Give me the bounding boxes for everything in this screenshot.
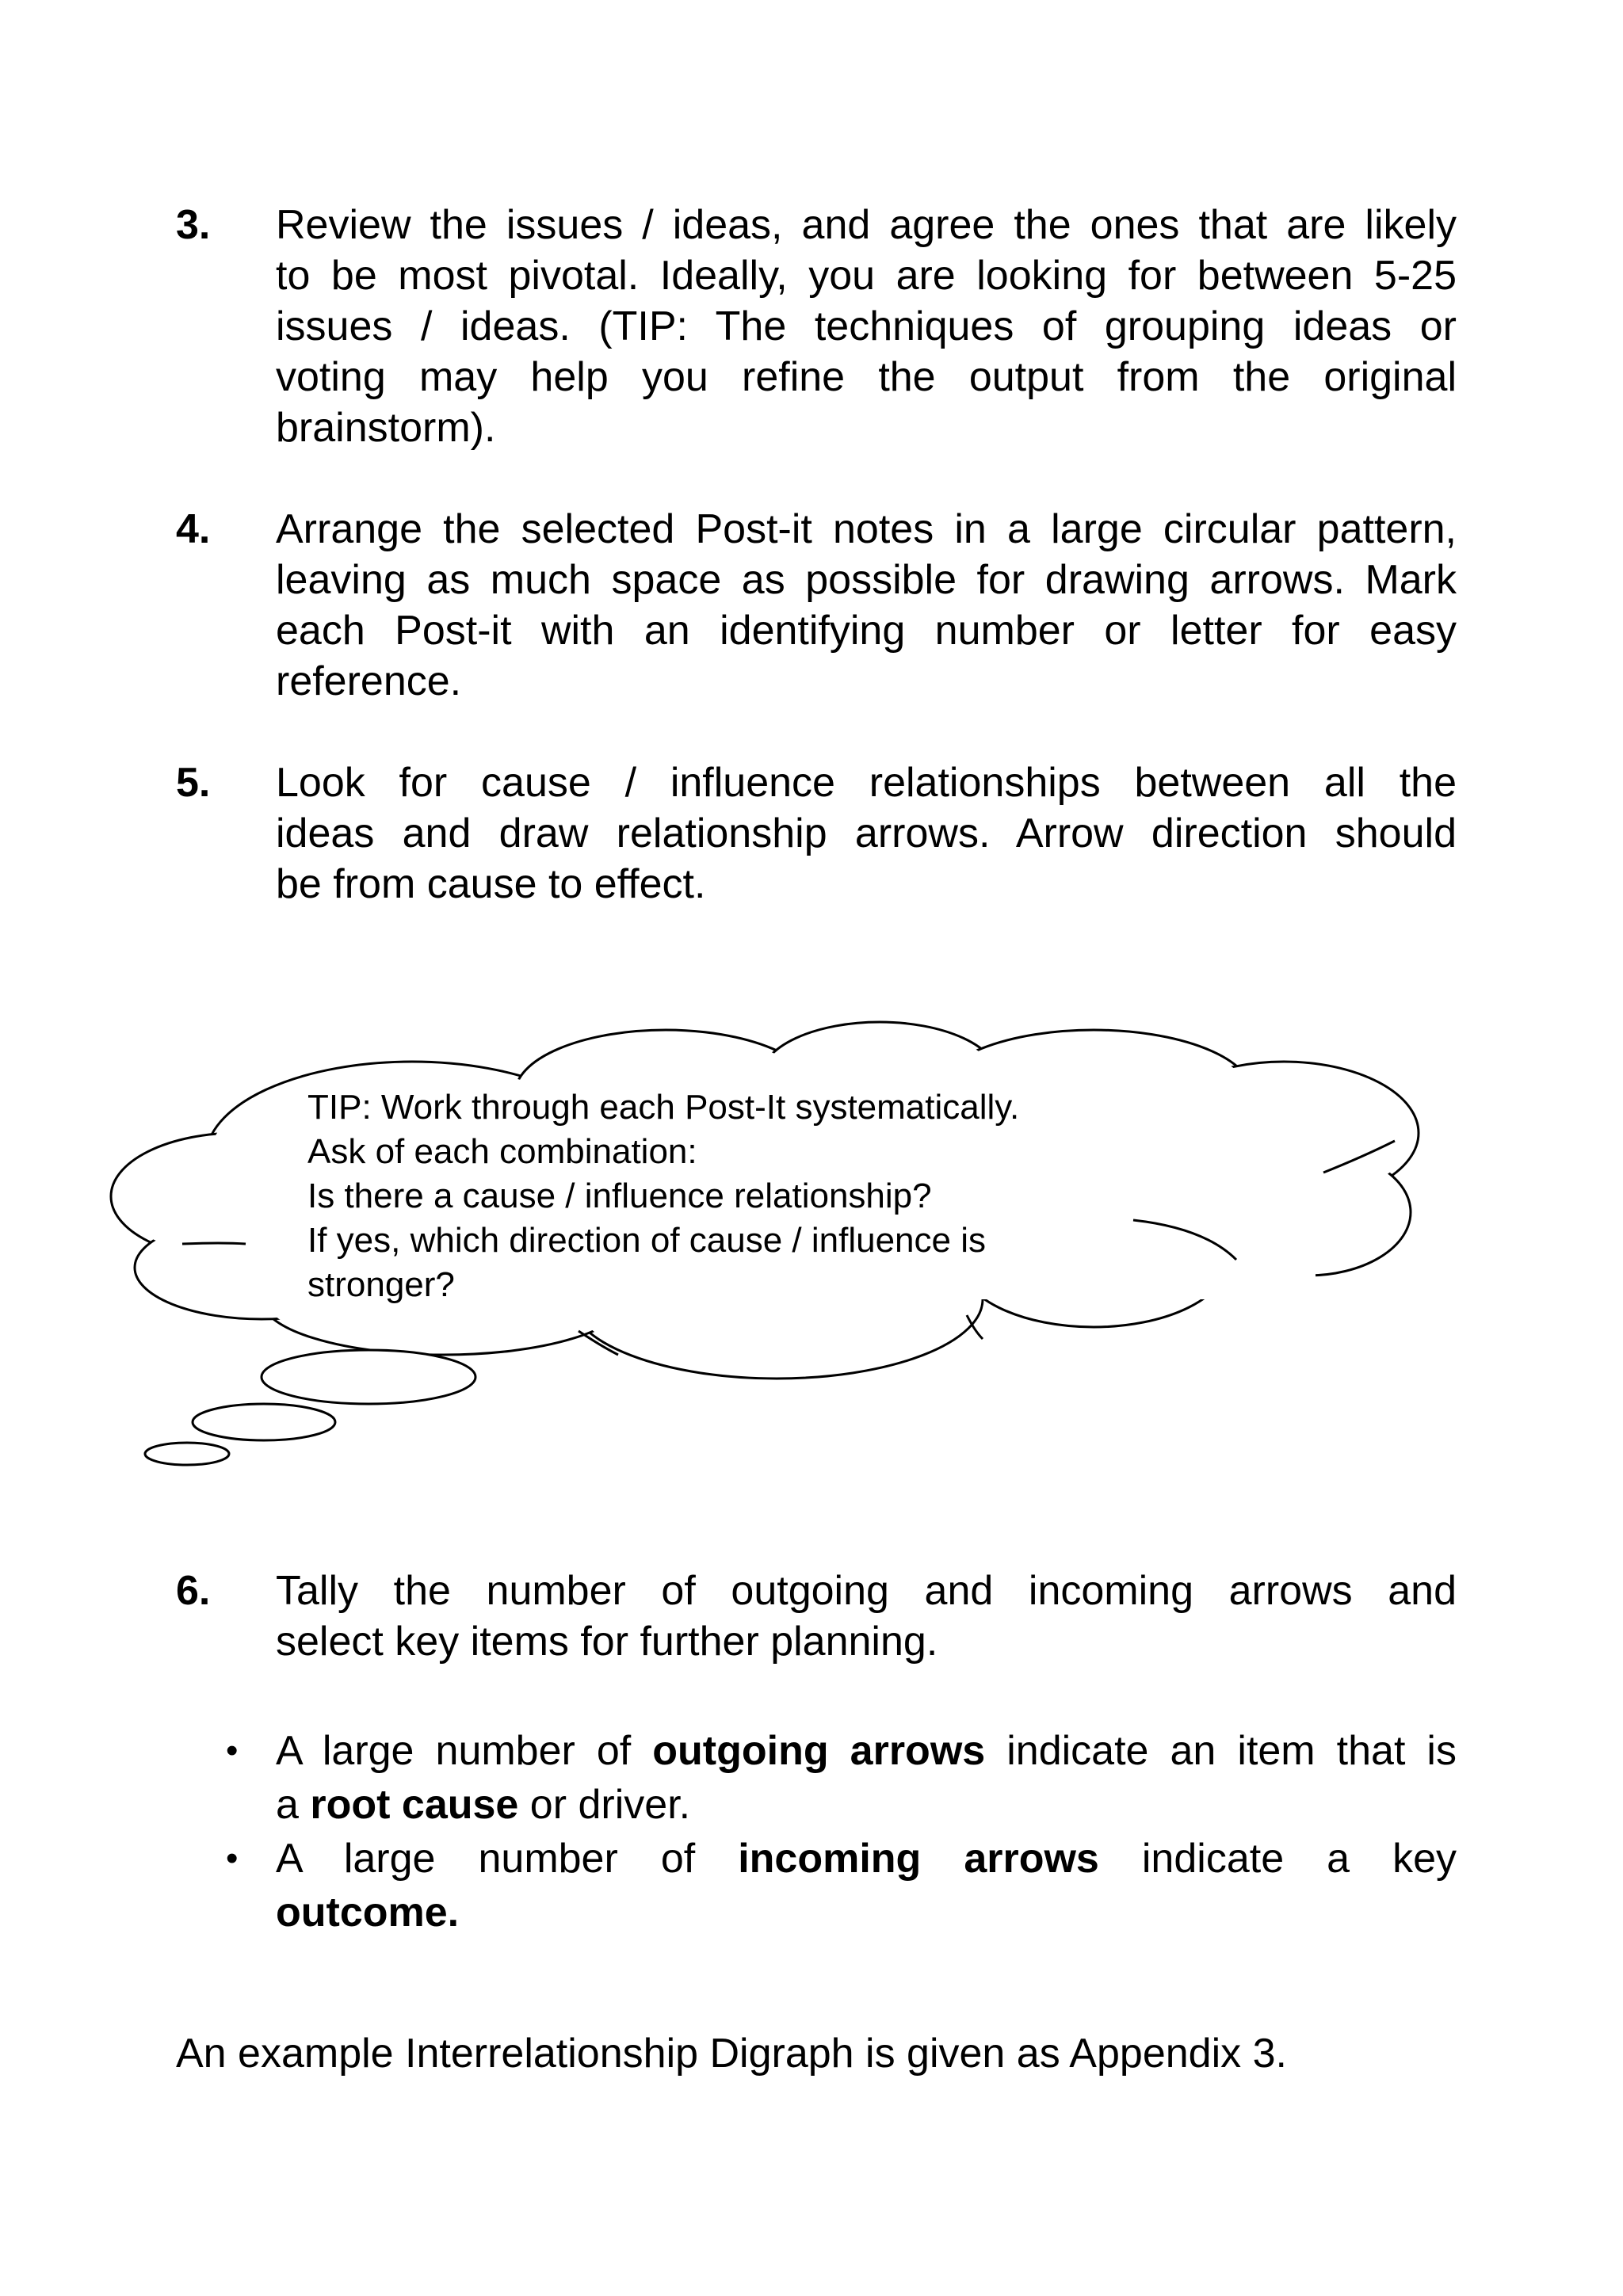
tip-line-3: Is there a cause / influence relationship?: [307, 1177, 932, 1215]
step-4-line-1: Arrange the selected Post-it notes in a large circular pattern,: [276, 506, 1457, 552]
bullet-icon: •: [226, 1839, 239, 1878]
text-run: a: [276, 1782, 311, 1828]
step-3-number: 3.: [176, 202, 211, 248]
bullet-item-incoming: [276, 1832, 1457, 1939]
tip-line-2: Ask of each combination:: [307, 1132, 697, 1171]
tip-line-5: stronger?: [307, 1265, 455, 1304]
step-5-line-2: ideas and draw relationship arrows. Arrow direction should: [276, 810, 1457, 856]
step-3-line-3: issues / ideas. (TIP: The techniques of grouping ideas or: [276, 303, 1457, 349]
step-4-line-4: reference.: [276, 658, 462, 704]
cloud-fold: [182, 1243, 246, 1244]
step-4-line-3: each Post-it with an identifying number or letter for easy: [276, 608, 1457, 654]
step-5-line-1: Look for cause / influence relationships between all the: [276, 760, 1457, 806]
step-6-number: 6.: [176, 1568, 211, 1614]
bold-term-outcome: outcome.: [276, 1890, 460, 1936]
step-5-line-3: be from cause to effect.: [276, 861, 706, 907]
step-3-line-5: brainstorm).: [276, 405, 496, 451]
bold-term-outgoing-arrows: outgoing arrows: [652, 1728, 986, 1774]
thought-bubble-medium: [193, 1404, 335, 1440]
bullet-item-outgoing: [276, 1724, 1457, 1832]
bullet-2-line-2: [276, 1886, 1457, 1939]
bold-term-incoming-arrows: incoming arrows: [738, 1836, 1099, 1882]
text-run: indicate a key: [1098, 1836, 1457, 1882]
tip-line-1: TIP: Work through each Post-It systematically.: [307, 1088, 1020, 1127]
bullet-icon: •: [226, 1731, 239, 1770]
bold-term-root-cause: root cause: [310, 1782, 519, 1828]
step-6-line-2: select key items for further planning.: [276, 1619, 938, 1665]
step-3-line-4: voting may help you refine the output from the original: [276, 354, 1457, 400]
bullet-2-line-1: [276, 1832, 1457, 1886]
step-4-number: 4.: [176, 506, 211, 552]
text-run: or driver.: [518, 1782, 691, 1828]
tip-line-4: If yes, which direction of cause / influence is: [307, 1221, 986, 1260]
bullet-1-line-2: [276, 1778, 1457, 1832]
closing-sentence: An example Interrelationship Digraph is given as Appendix 3.: [176, 2031, 1287, 2077]
step-5-number: 5.: [176, 760, 211, 806]
tip-cloud-text: [307, 1085, 1258, 1307]
text-run: A large number of: [276, 1728, 653, 1774]
thought-bubble-large: [262, 1350, 475, 1404]
step-4-line-2: leaving as much space as possible for drawing arrows. Mark: [276, 557, 1457, 603]
text-run: indicate an item that is: [985, 1728, 1457, 1774]
bullet-1-line-1: [276, 1724, 1457, 1778]
step-3-line-1: Review the issues / ideas, and agree the ones that are likely: [276, 202, 1457, 248]
step-3-line-2: to be most pivotal. Ideally, you are looking for between 5-25: [276, 253, 1457, 299]
step-6-line-1: Tally the number of outgoing and incoming arrows and: [276, 1568, 1457, 1614]
thought-bubble-small: [145, 1443, 229, 1465]
text-run: A large number of: [276, 1836, 739, 1882]
step-6-text: [276, 1566, 1457, 1667]
